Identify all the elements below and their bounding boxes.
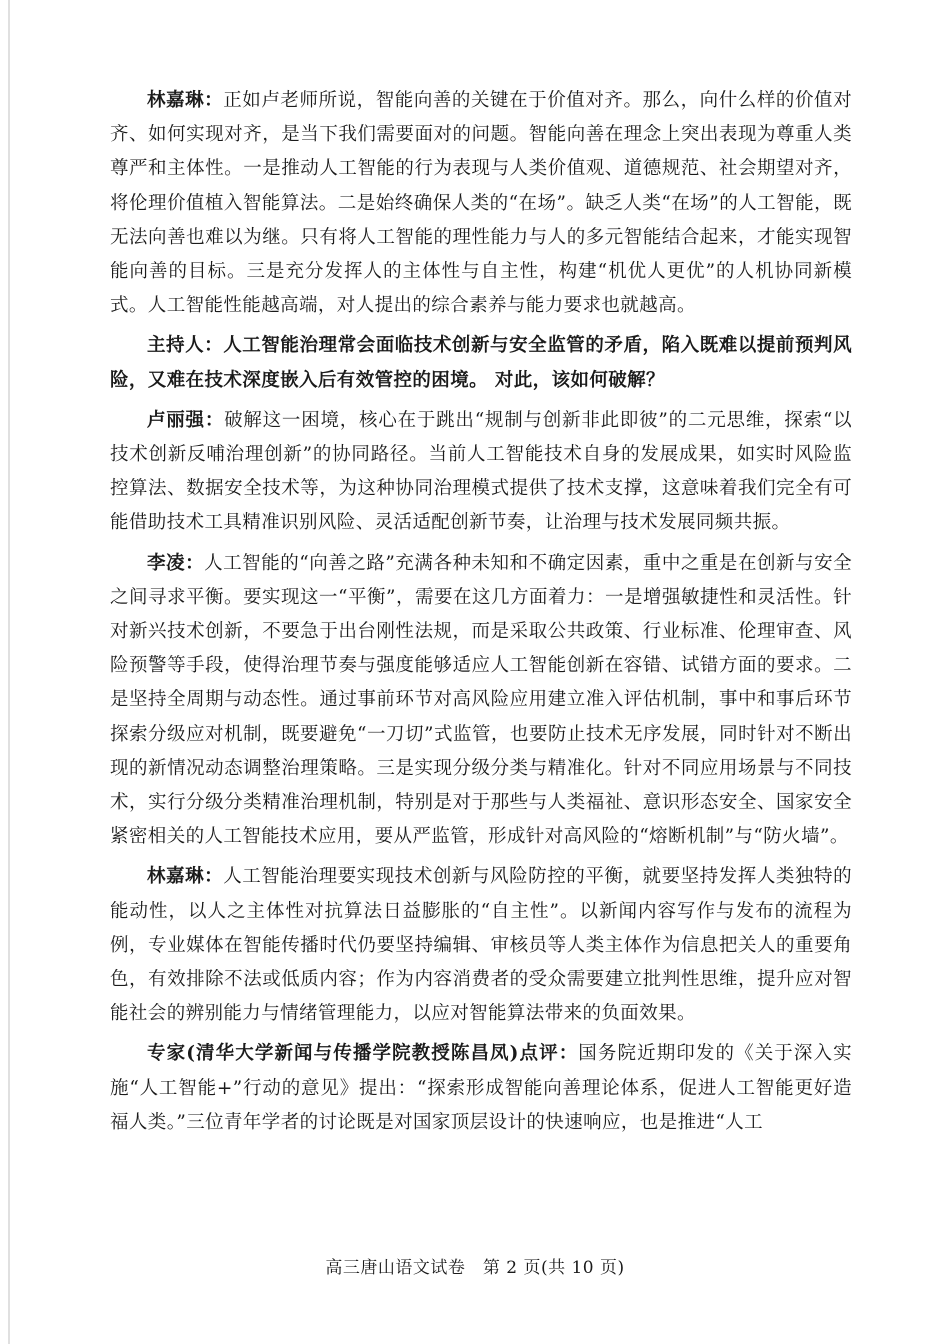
speaker-name: 主持人： [147,335,224,357]
scan-edge [8,0,10,1344]
paragraph-expert [110,1037,852,1140]
speaker-name: 林嘉琳： [147,90,224,111]
paragraph-text: 破解这一困境，核心在于跳出“规制与创新非此即彼”的二元思维，探索“以技术创新反哺治理创新”的协同路径。当前人工智能技术自身的发展成果，如实时风险监控算法、数据安全技术等，为这种协同治理模式提供了技术支撑，这意味着我们完全有可能借助技术工具精准识别风险、灵活适配创新节奏，让治理与技术发展同频共振。 [110,409,852,534]
speaker-name: 李凌： [147,552,205,574]
speaker-name: 专家(清华大学新闻与传播学院教授陈昌凤)点评： [147,1043,579,1065]
paragraph-lin-2 [110,860,852,1031]
paragraph-text: 国务院近期印发的《关于深入实施“人工智能+”行动的意见》提出：“探索形成智能向善理论体系，促进人工智能更好造福人类。”三位青年学者的讨论既是对国家顶层设计的快速响应，也是推进“人工 [110,1043,852,1133]
paragraph-li [110,547,852,855]
paragraph-text: 人工智能治理常会面临技术创新与安全监管的矛盾，陷入既难以提前预判风险，又难在技术深度嵌入后有效管控的困境。 对此，该如何破解？ [110,335,852,391]
paragraph-text: 人工智能的“向善之路”充满各种未知和不确定因素，重中之重是在创新与安全之间寻求平衡。要实现这一“平衡”，需要在这几方面着力：一是增强敏捷性和灵活性。针对新兴技术创新，不要急于出台刚性法规，而是采取公共政策、行业标准、伦理审查、风险预警等手段，使得治理节奏与强度能够适应人工智能创新在容错、试错方面的要求。二是坚持全周期与动态性。通过事前环节对高风险应用建立准入评估机制，事中和事后环节探索分级应对机制，既要避免“一刀切”式监管，也要防止技术无序发展，同时针对不断出现的新情况动态调整治理策略。三是实现分级分类与精准化。针对不同应用场景与不同技术，实行分级分类精准治理机制，特别是对于那些与人类福祉、意识形态安全、国家安全紧密相关的人工智能技术应用，要从严监管，形成针对高风险的“熔断机制”与“防火墙”。 [110,552,853,848]
paragraph-host [110,329,852,397]
speaker-name: 卢丽强： [147,409,225,431]
page-footer: 高三唐山语文试卷 第 2 页(共 10 页) [325,1258,625,1278]
article-body [110,84,852,1146]
paragraph-lin-1 [110,84,852,323]
paragraph-text: 人工智能治理要实现技术创新与风险防控的平衡，就要坚持发挥人类独特的能动性，以人之主体性对抗算法日益膨胀的“自主性”。以新闻内容写作与发布的流程为例，专业媒体在智能传播时代仍要坚持编辑、审核员等人类主体作为信息把关人的重要角色，有效排除不法或低质内容；作为内容消费者的受众需要建立批判性思维，提升应对智能社会的辨别能力与情绪管理能力，以应对智能算法带来的负面效果。 [110,866,852,1025]
speaker-name: 林嘉琳： [147,866,224,888]
paragraph-lu [110,404,852,541]
paragraph-text: 正如卢老师所说，智能向善的关键在于价值对齐。那么，向什么样的价值对齐、如何实现对齐，是当下我们需要面对的问题。智能向善在理念上突出表现为尊重人类尊严和主体性。一是推动人工智能的行为表现与人类价值观、道德规范、社会期望对齐，将伦理价值植入智能算法。二是始终确保人类的“在场”。缺乏人类“在场”的人工智能，既无法向善也难以为继。只有将人工智能的理性能力与人的多元智能结合起来，才能实现智能向善的目标。三是充分发挥人的主体性与自主性，构建“机优人更优”的人机协同新模式。人工智能性能越高端，对人提出的综合素养与能力要求也就越高。 [110,90,852,317]
